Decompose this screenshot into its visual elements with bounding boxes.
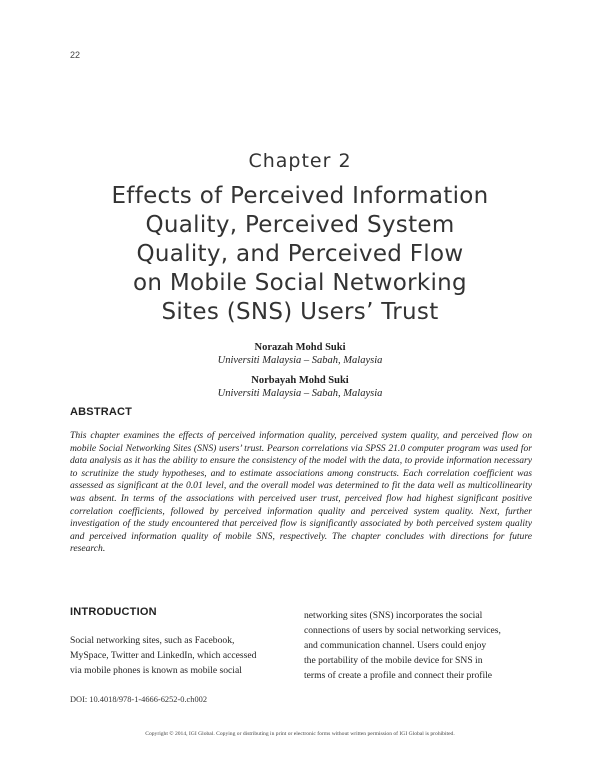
author-block	[0, 341, 600, 367]
title-line: Quality, Perceived System	[145, 212, 455, 238]
chapter-label: Chapter 2	[248, 150, 352, 172]
abstract-heading: ABSTRACT	[70, 406, 133, 418]
doi: DOI: 10.4018/978-1-4666-6252-0.ch002	[70, 695, 208, 704]
title-line: Quality, and Perceived Flow	[136, 241, 464, 267]
copyright-notice: Copyright © 2014, IGI Global. Copying or distributing in print or electronic forms without written permission of IGI Global is prohibited.	[145, 731, 455, 737]
author-name: Norazah Mohd Suki	[254, 342, 346, 353]
introduction-heading: INTRODUCTION	[70, 606, 157, 618]
text-line: the portability of the mobile device for SNS in	[304, 655, 483, 666]
text-line: networking sites (SNS) incorporates the social	[304, 610, 483, 621]
abstract-text: This chapter examines the effects of perceived information quality, perceived system quality, and perceived flow on mobile Social Networking Sites (SNS) users’ trust. Pearson correlations via SPSS 21.0 computer program was used for data analysis as it has the ability to ensure the consistency of the model with the data, to provide information necessary to scrutinize the study hypotheses, and to estimate associations among constructs. Each correlation coefficient was assessed as significant at the 0.01 level, and the overall model was determined to fit the data well as multicollinearity was absent. In terms of the associations with perceived user trust, perceived flow had highest significant positive correlation coefficients, followed by perceived information quality and perceived system quality. Next, further investigation of the study encountered that perceived flow is significantly associated by both perceived system quality and perceived information quality of mobile SNS, respectively. The chapter concludes with directions for future research.	[70, 430, 532, 555]
text-line: MySpace, Twitter and LinkedIn, which accessed	[70, 650, 257, 661]
author-affiliation: Universiti Malaysia – Sabah, Malaysia	[217, 388, 383, 399]
page-number: 22	[70, 50, 81, 60]
author-name: Norbayah Mohd Suki	[251, 375, 349, 386]
author-affiliation: Universiti Malaysia – Sabah, Malaysia	[217, 355, 383, 366]
title-line: Sites (SNS) Users’ Trust	[161, 299, 439, 325]
text-line: connections of users by social networking services,	[304, 625, 501, 636]
chapter-title	[50, 182, 550, 327]
text-line: and communication channel. Users could enjoy	[304, 640, 487, 651]
title-line: Effects of Perceived Information	[111, 183, 489, 209]
text-line: via mobile phones is known as mobile social	[70, 665, 242, 676]
text-line: terms of create a profile and connect their profile	[304, 670, 493, 681]
intro-left-column	[70, 633, 280, 678]
intro-right-column	[304, 608, 530, 683]
text-line: Social networking sites, such as Facebook,	[70, 635, 235, 646]
title-line: on Mobile Social Networking	[133, 270, 467, 296]
author-block	[0, 374, 600, 400]
